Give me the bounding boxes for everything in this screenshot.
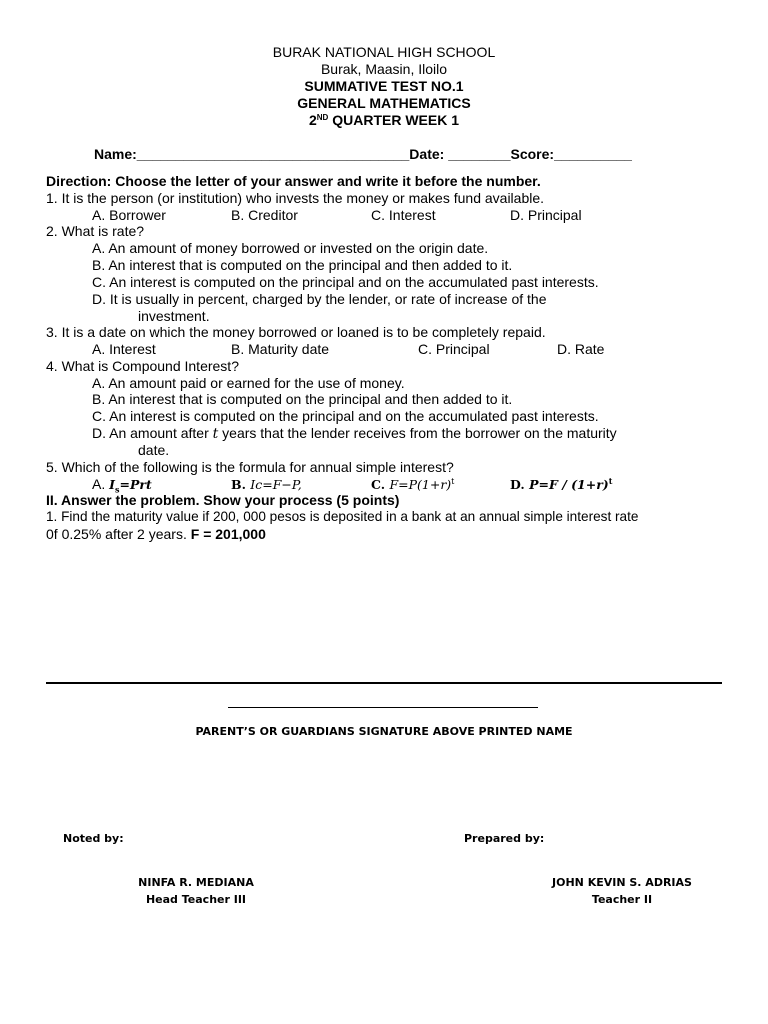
q4-choice-a: A. An amount paid or earned for the use of money. [92, 375, 405, 391]
q4-choice-d-continued: date. [138, 442, 170, 458]
q3-choice-b: B. Maturity date [231, 341, 330, 357]
q5-c-letter: C. [371, 477, 386, 492]
noted-by-name: NINFA R. MEDIANA [138, 876, 254, 889]
q4-choice-d-end: years that the lender receives from the borrower on the maturity [218, 425, 617, 441]
q1-choice-c: C. Interest [371, 207, 436, 223]
quarter-ordinal: ND [316, 113, 329, 122]
q1-choice-a: A. Borrower [92, 207, 166, 223]
prepared-by-title: Teacher II [591, 893, 653, 906]
answer-value: F = 201,000 [190, 526, 266, 542]
q4-choice-c: C. An interest is computed on the principal and on the accumulated past interests. [92, 408, 599, 424]
question-4: 4. What is Compound Interest? [46, 358, 239, 374]
quarter-label: QUARTER WEEK 1 [328, 112, 460, 128]
noted-by-label: Noted by: [63, 832, 124, 845]
problem-line-2 [46, 526, 266, 542]
q3-choice-a: A. Interest [92, 341, 156, 357]
q5-d-letter: D. [510, 477, 525, 492]
q5-d-formula: P=F / (1+r) [529, 477, 609, 492]
q3-choice-c: C. Principal [418, 341, 490, 357]
test-title: SUMMATIVE TEST NO.1 [304, 78, 464, 94]
parent-signature-label: PARENT’S OR GUARDIANS SIGNATURE ABOVE PRINTED NAME [195, 725, 573, 738]
prepared-by-name: JOHN KEVIN S. ADRIAS [552, 876, 692, 889]
student-info-fields: Name:___________________________________Date: ________Score:__________ [94, 146, 632, 162]
question-5: 5. Which of the following is the formula for annual simple interest? [46, 459, 454, 475]
q2-choice-d-continued: investment. [138, 308, 210, 324]
q1-choice-b: B. Creditor [231, 207, 298, 223]
q5-choice-c [371, 477, 454, 492]
q4-choice-d-start: D. An amount after [92, 425, 213, 441]
q2-choice-d: D. It is usually in percent, charged by the lender, or rate of increase of the [92, 291, 547, 307]
parent-signature-line [228, 707, 538, 708]
q4-choice-b: B. An interest that is computed on the principal and then added to it. [92, 391, 513, 407]
problem-line-1: 1. Find the maturity value if 200, 000 pesos is deposited in a bank at an annual simple interest rate [46, 509, 639, 524]
q5-choice-b [231, 477, 302, 492]
q5-c-formula: F=P(1+r) [389, 477, 452, 492]
noted-by-title: Head Teacher III [145, 893, 247, 906]
direction-text: Direction: Choose the letter of your answer and write it before the number. [46, 173, 541, 189]
question-3: 3. It is a date on which the money borrowed or loaned is to be completely repaid. [46, 324, 546, 340]
problem-text-end: 0f 0.25% after 2 years. [46, 526, 187, 542]
q3-choice-d: D. Rate [557, 341, 605, 357]
q5-choice-d [510, 477, 612, 492]
q5-b-letter: B. [231, 477, 246, 492]
school-address: Burak, Maasin, Iloilo [320, 61, 448, 77]
subject-title: GENERAL MATHEMATICS [297, 95, 471, 111]
part2-heading: II. Answer the problem. Show your process (5 points) [46, 492, 400, 508]
q2-choice-b: B. An interest that is computed on the principal and then added to it. [92, 257, 513, 273]
q2-choice-c: C. An interest is computed on the principal and on the accumulated past interests. [92, 274, 599, 290]
question-1: 1. It is the person (or institution) who invests the money or makes fund available. [46, 190, 545, 206]
section-divider [46, 682, 722, 684]
q2-choice-a: A. An amount of money borrowed or invested on the origin date. [92, 240, 489, 256]
q4-choice-d [92, 425, 617, 442]
q5-a-i: I [109, 477, 115, 492]
q5-d-exponent: t [608, 476, 613, 486]
q5-c-exponent: t [451, 477, 455, 486]
school-name: BURAK NATIONAL HIGH SCHOOL [272, 44, 496, 60]
quarter-number: 2 [308, 112, 317, 128]
q5-a-formula: =Prt [119, 477, 152, 492]
prepared-by-label: Prepared by: [464, 832, 545, 845]
variable-t: t [212, 426, 219, 442]
q5-a-letter: A. [92, 476, 106, 492]
q5-b-formula: Ic=F−P, [250, 477, 302, 492]
q5-a-sub: s [114, 484, 120, 495]
question-2: 2. What is rate? [46, 223, 145, 239]
quarter-title [0, 112, 768, 128]
q1-choice-d: D. Principal [510, 207, 582, 223]
